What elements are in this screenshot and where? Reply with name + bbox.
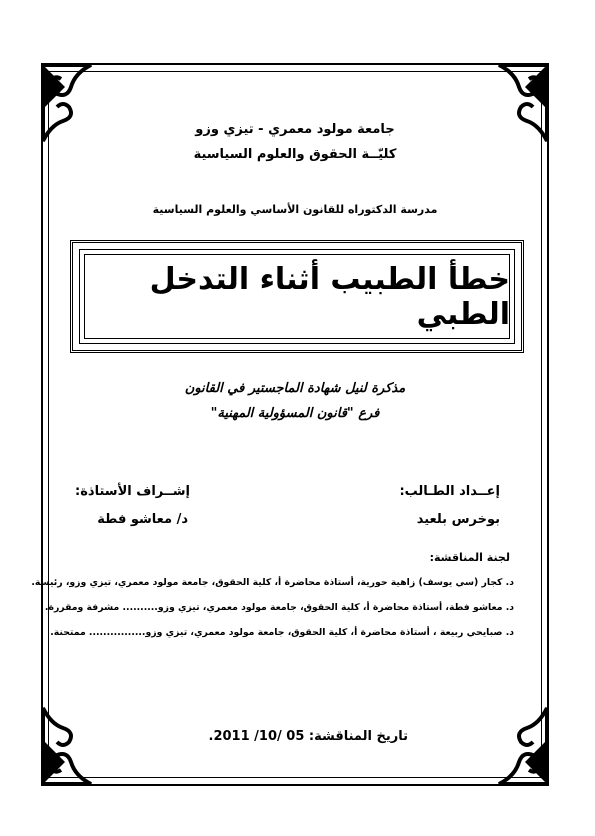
faculty-name: كليّــة الحقوق والعلوم السياسية [193,147,397,162]
committee-member-1: د. كجار (سي يوسف) زاهية حورية، أستاذة محاضرة أ، كلية الحقوق، جامعة مولود معمري، تيزي وزو، رئيسة. [31,577,514,588]
inner-page-border [48,71,542,778]
committee-title: لجنة المناقشة: [429,551,510,564]
supervisor-label: إشــراف الأستاذة: [75,484,190,499]
committee-member-2: د. معاشو فطة، أستاذة محاضرة أ، كلية الحقوق، جامعة مولود معمري، تيزي وزو.......... مشرفة ومقررة. [44,602,514,613]
defense-date: تاريخ المناقشة: 05 /10/ 2011. [208,729,408,744]
corner-ornament-bottom-left [41,706,93,786]
university-name: جامعة مولود معمري - تيزي وزو [195,122,395,137]
committee-member-3: د. صبايحي ربيعة ، أستاذة محاضرة أ، كلية الحقوق، جامعة مولود معمري، تيزي وزو................ ممتحنة. [50,627,514,638]
supervisor-name: د/ معاشو فطة [97,512,188,527]
degree-line-2: فرع "قانون المسؤولية المهنية" [210,406,380,421]
doctoral-school: مدرسة الدكتوراه للقانون الأساسي والعلوم السياسية [152,203,438,216]
student-name: بوخرس بلعيد [416,512,500,527]
student-label: إعــداد الطـالب: [399,484,500,499]
degree-line-1: مذكرة لنيل شهادة الماجستير في القانون [184,381,406,396]
corner-ornament-bottom-right [497,706,549,786]
thesis-title: خطأ الطبيب أثناء التدخل الطبي [149,261,510,332]
